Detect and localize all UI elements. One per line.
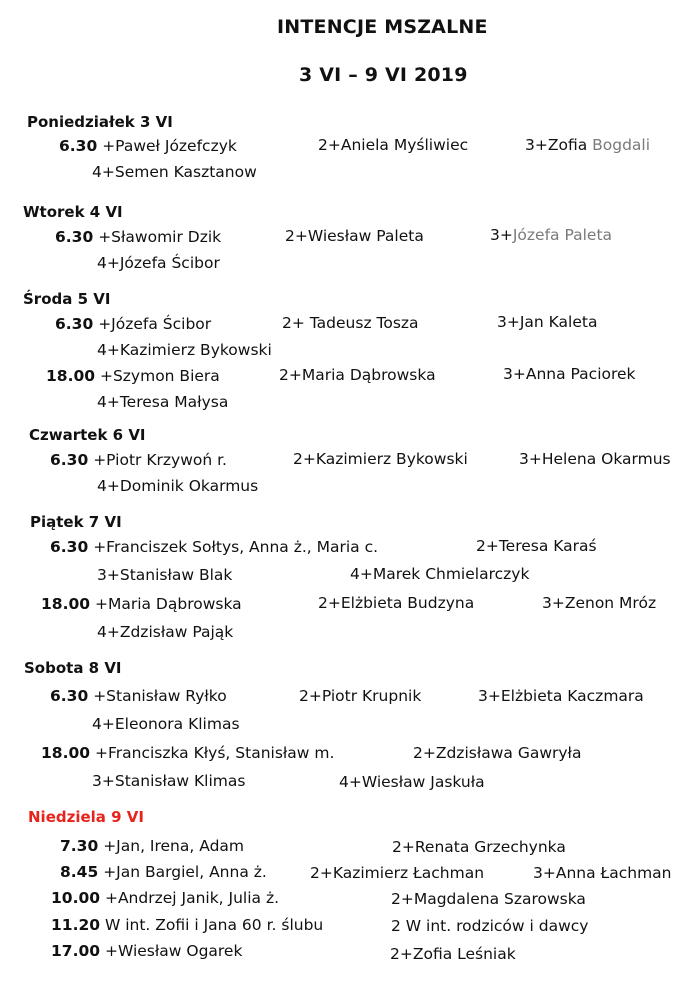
intention: 2+Magdalena Szarowska xyxy=(391,890,586,908)
intention: +Franciszek Sołtys, Anna ż., Maria c. xyxy=(93,538,379,556)
intention-part: 3+Zofia xyxy=(525,136,593,154)
intention: 2+Renata Grzechynka xyxy=(392,838,566,856)
mass-time: 6.30 xyxy=(50,538,89,556)
intention: 3+Jan Kaleta xyxy=(497,313,598,331)
day-heading-sunday: Niedziela 9 VI xyxy=(28,808,144,826)
intention: 2+Zofia Leśniak xyxy=(390,945,516,963)
mass-row xyxy=(50,538,378,556)
intention: 2+ Tadeusz Tosza xyxy=(282,314,419,332)
intention: +Franciszka Kłyś, Stanisław m. xyxy=(94,744,335,762)
intention: +Wiesław Ogarek xyxy=(104,942,243,960)
mass-time: 17.00 xyxy=(51,942,101,960)
mass-row xyxy=(51,889,279,907)
day-heading-thursday: Czwartek 6 VI xyxy=(29,426,146,444)
intention: 4+Wiesław Jaskuła xyxy=(339,773,485,791)
intention: +Paweł Józefczyk xyxy=(102,137,237,155)
intention: 2+Teresa Karaś xyxy=(476,537,597,555)
intention-part: 3+ xyxy=(490,226,513,244)
mass-row xyxy=(41,595,242,613)
intention: 2+Zdzisława Gawryła xyxy=(413,744,582,762)
mass-row xyxy=(41,744,334,762)
intention: 4+Dominik Okarmus xyxy=(97,477,259,495)
intention: +Józefa Ścibor xyxy=(98,315,212,333)
mass-time: 18.00 xyxy=(41,744,91,762)
intention: 4+Semen Kasztanow xyxy=(92,163,257,181)
mass-row xyxy=(60,863,267,881)
intention: +Piotr Krzywoń r. xyxy=(93,451,227,469)
intention: 4+Zdzisław Pająk xyxy=(97,623,234,641)
mass-row xyxy=(55,228,221,246)
mass-row xyxy=(50,687,227,705)
mass-row xyxy=(55,315,211,333)
day-heading-friday: Piątek 7 VI xyxy=(30,513,122,531)
intention: 2+Wiesław Paleta xyxy=(285,227,424,245)
intention-part-faded: Bogdali xyxy=(592,136,651,154)
mass-row xyxy=(46,367,220,385)
intention: +Andrzej Janik, Julia ż. xyxy=(104,889,280,907)
mass-row xyxy=(50,451,227,469)
intention: 4+Józefa Ścibor xyxy=(97,254,220,272)
mass-time: 8.45 xyxy=(60,863,99,881)
intention: +Sławomir Dzik xyxy=(98,228,222,246)
intention: 3+Helena Okarmus xyxy=(519,450,671,468)
intention: 3+Anna Paciorek xyxy=(503,365,636,383)
mass-time: 18.00 xyxy=(46,367,96,385)
mass-time: 6.30 xyxy=(55,315,94,333)
mass-row xyxy=(51,916,323,934)
page-title: INTENCJE MSZALNE xyxy=(277,16,488,38)
intention: 2 W int. rodziców i dawcy xyxy=(391,917,589,935)
intention: +Jan, Irena, Adam xyxy=(103,837,245,855)
intention: 2+Kazimierz Bykowski xyxy=(293,450,468,468)
mass-time: 10.00 xyxy=(51,889,101,907)
mass-row xyxy=(59,137,237,155)
intention: +Stanisław Ryłko xyxy=(93,687,227,705)
intention: 3+Stanisław Klimas xyxy=(92,772,246,790)
intention: 4+Marek Chmielarczyk xyxy=(350,565,530,583)
mass-row xyxy=(51,942,242,960)
intention: +Szymon Biera xyxy=(99,367,220,385)
intention: +Maria Dąbrowska xyxy=(94,595,242,613)
mass-time: 7.30 xyxy=(60,837,99,855)
mass-time: 11.20 xyxy=(51,916,101,934)
date-range: 3 VI – 9 VI 2019 xyxy=(299,64,468,86)
intention-part-faded: Józefa Paleta xyxy=(512,226,613,244)
intention: 2+Piotr Krupnik xyxy=(299,687,422,705)
intention: 2+Maria Dąbrowska xyxy=(279,366,436,384)
intention xyxy=(490,226,612,244)
day-heading-saturday: Sobota 8 VI xyxy=(24,659,122,677)
intention: 2+Aniela Myśliwiec xyxy=(318,136,469,154)
mass-time: 6.30 xyxy=(50,687,89,705)
intention: 3+Anna Łachman xyxy=(533,864,672,882)
intention: 4+Kazimierz Bykowski xyxy=(97,341,272,359)
mass-time: 6.30 xyxy=(55,228,94,246)
mass-time: 6.30 xyxy=(50,451,89,469)
mass-time: 18.00 xyxy=(41,595,91,613)
intention: 4+Teresa Małysa xyxy=(97,393,229,411)
intention xyxy=(525,136,650,154)
day-heading-tuesday: Wtorek 4 VI xyxy=(23,203,123,221)
intention: 2+Kazimierz Łachman xyxy=(310,864,485,882)
intention: 3+Zenon Mróz xyxy=(542,594,657,612)
intention: 4+Eleonora Klimas xyxy=(92,715,240,733)
intention: W int. Zofii i Jana 60 r. ślubu xyxy=(104,916,324,934)
intention: 3+Elżbieta Kaczmara xyxy=(478,687,644,705)
mass-row xyxy=(60,837,244,855)
day-heading-wednesday: Środa 5 VI xyxy=(23,290,111,308)
intention: 3+Stanisław Blak xyxy=(97,566,233,584)
intention: +Jan Bargiel, Anna ż. xyxy=(103,863,267,881)
day-heading-monday: Poniedziałek 3 VI xyxy=(27,113,173,131)
intention: 2+Elżbieta Budzyna xyxy=(318,594,475,612)
mass-time: 6.30 xyxy=(59,137,98,155)
